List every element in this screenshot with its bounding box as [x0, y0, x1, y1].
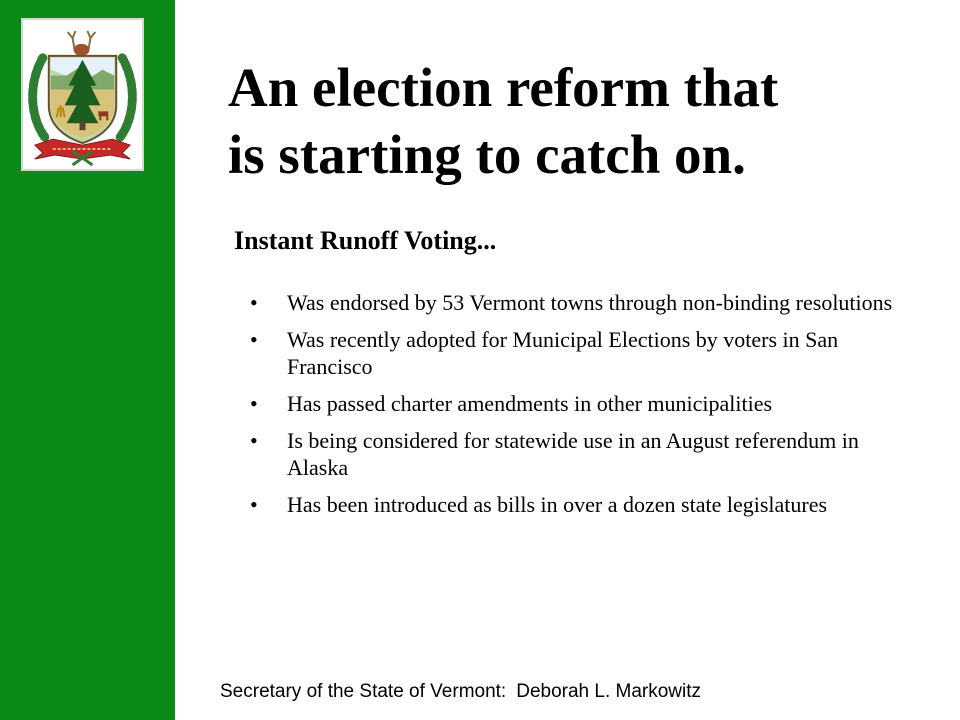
- slide-subtitle: Instant Runoff Voting...: [234, 226, 497, 255]
- bullet-item: [250, 390, 920, 417]
- bullet-text: Has passed charter amendments in other municipalities: [287, 391, 773, 416]
- bullet-marker: •: [250, 391, 258, 416]
- slide-title: [228, 54, 928, 188]
- title-line-1: An election reform that: [228, 57, 779, 118]
- bullet-text: Has been introduced as bills in over a dozen state legislatures: [287, 492, 828, 517]
- bullet-item: [250, 491, 920, 518]
- bullet-item: [250, 427, 920, 481]
- bullet-text: Is being considered for statewide use in an August referendum in Alaska: [287, 428, 859, 480]
- bullet-marker: •: [250, 428, 258, 453]
- bullet-item: [250, 289, 920, 316]
- title-line-2: is starting to catch on.: [228, 124, 746, 185]
- bullet-item: [250, 326, 920, 380]
- bullet-marker: •: [250, 492, 258, 517]
- vermont-coat-of-arms-icon: [23, 20, 142, 169]
- bullet-text: Was recently adopted for Municipal Elections by voters in San Francisco: [287, 327, 839, 379]
- green-sidebar: [0, 0, 175, 720]
- bullet-marker: •: [250, 327, 258, 352]
- footer-name: Deborah L. Markowitz: [516, 681, 702, 702]
- bullet-text: Was endorsed by 53 Vermont towns through non-binding resolutions: [287, 290, 893, 315]
- bullet-list: [250, 289, 920, 528]
- seal-frame: [21, 18, 144, 171]
- bullet-marker: •: [250, 290, 258, 315]
- slide-footer: [220, 680, 701, 704]
- footer-office: Secretary of the State of Vermont:: [220, 681, 507, 702]
